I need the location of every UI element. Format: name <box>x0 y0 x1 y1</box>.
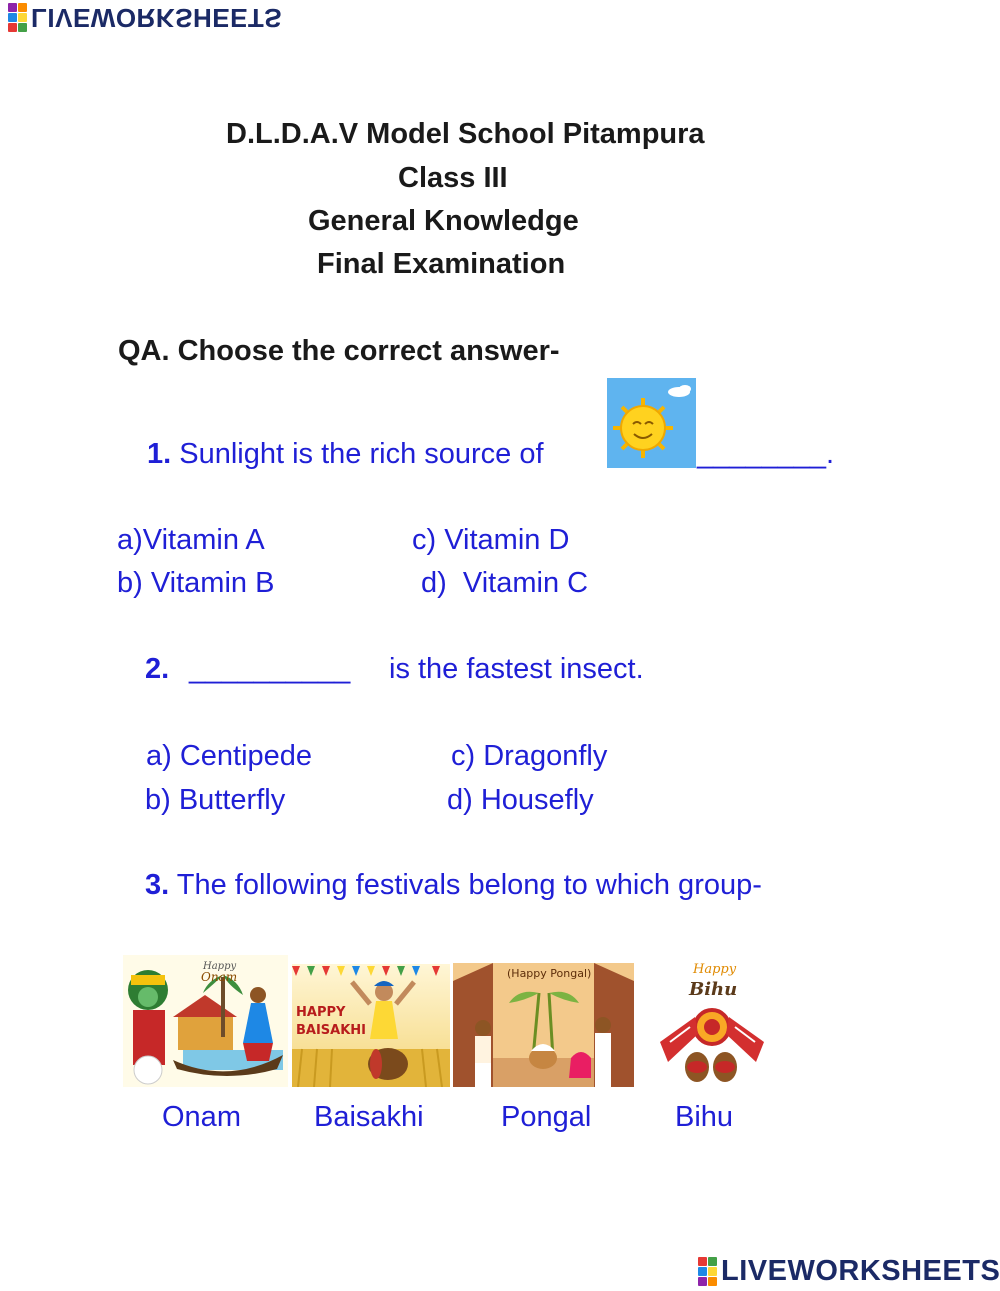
q2-option-c: c) Dragonfly <box>451 740 608 772</box>
q2-number-label: 2. <box>145 653 170 685</box>
festival-label-onam: Onam <box>162 1101 241 1133</box>
q1-question: Sunlight is the rich source of <box>179 438 544 470</box>
svg-text:Happy: Happy <box>693 962 737 977</box>
section-title: QA. Choose the correct answer- <box>118 335 560 367</box>
liveworksheets-logo-top <box>8 2 282 33</box>
logo-text: LIVEWORKSHEETS <box>721 1255 1000 1287</box>
logo-blocks-icon <box>698 1257 717 1286</box>
exam-label: Final Examination <box>317 248 566 280</box>
q1-option-c: c) Vitamin D <box>412 524 570 556</box>
festival-label-baisakhi: Baisakhi <box>314 1101 424 1133</box>
q2-question: is the fastest insect. <box>389 653 644 685</box>
subject-label: General Knowledge <box>308 205 579 237</box>
festival-label-bihu: Bihu <box>675 1101 734 1133</box>
onam-image <box>123 955 288 1087</box>
svg-text:(Happy Pongal): (Happy Pongal) <box>507 967 592 980</box>
sun-icon <box>607 378 696 468</box>
q2-blank: __________ <box>189 653 351 685</box>
q2-option-b: b) Butterfly <box>145 784 286 816</box>
svg-text:Happy: Happy <box>203 961 237 972</box>
svg-text:HAPPY: HAPPY <box>296 1005 346 1020</box>
bihu-image <box>655 957 770 1087</box>
q3-number: 3. <box>145 869 170 901</box>
class-label: Class III <box>398 162 508 194</box>
liveworksheets-logo-bottom <box>698 1255 1000 1288</box>
baisakhi-image <box>292 964 450 1087</box>
svg-text:BAISAKHI: BAISAKHI <box>296 1023 367 1038</box>
festival-label-pongal: Pongal <box>501 1101 592 1133</box>
logo-text: LIVEWORKSHEETS <box>31 3 283 33</box>
q3-text <box>145 869 762 902</box>
q2-option-d: d) Housefly <box>447 784 594 816</box>
q2-option-a: a) Centipede <box>146 740 313 772</box>
logo-blocks-icon <box>8 3 27 32</box>
q1-option-d: d) Vitamin C <box>421 567 589 599</box>
q1-blank: ________. <box>697 438 835 470</box>
q2-number <box>145 653 169 686</box>
svg-text:Bihu: Bihu <box>689 979 738 1000</box>
q1-text <box>147 438 544 471</box>
q1-option-a: a)Vitamin A <box>117 524 265 556</box>
school-name: D.L.D.A.V Model School Pitampura <box>226 118 705 150</box>
q1-number: 1. <box>147 438 172 470</box>
svg-text:Onam: Onam <box>201 970 238 984</box>
q3-question: The following festivals belong to which group- <box>176 869 762 901</box>
pongal-image <box>453 963 634 1087</box>
q1-option-b: b) Vitamin B <box>117 567 275 599</box>
